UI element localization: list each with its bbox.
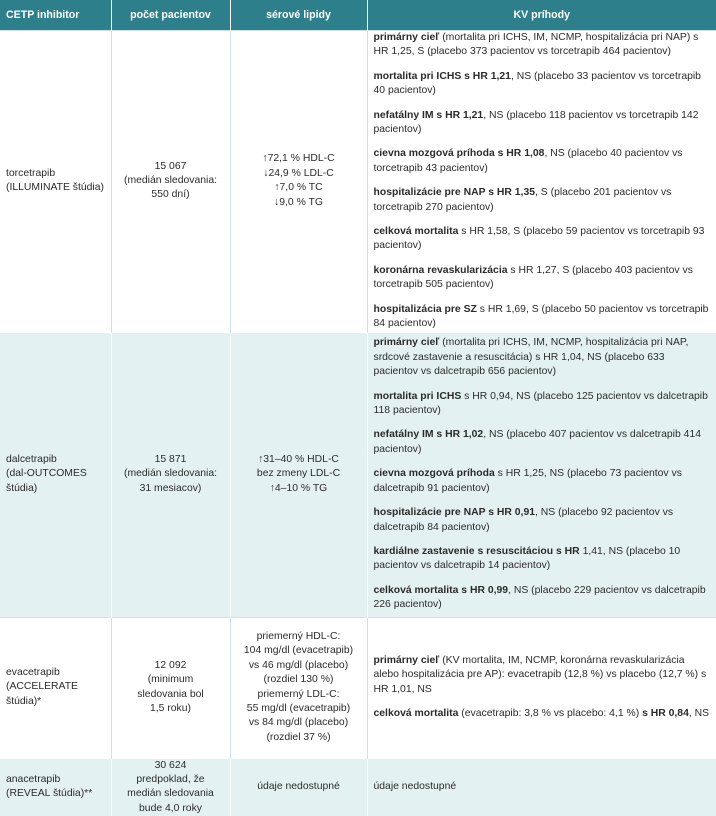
events-cell: [367, 758, 716, 816]
patients-cell: [111, 617, 230, 758]
lipids-line: ↑7,0 % TC: [274, 182, 323, 194]
patients-line: (minimum: [147, 674, 194, 686]
lipids-line: 55 mg/dl (evacetrapib): [246, 702, 351, 714]
table-row: [0, 758, 716, 816]
lipids-line: 104 mg/dl (evacetrapib): [243, 645, 354, 657]
lipids-line: priemerný LDL-C:: [257, 688, 340, 700]
lipids-line: bez zmeny LDL-C: [256, 468, 341, 480]
drug-cell: [0, 617, 111, 758]
patients-line: 15 871: [154, 453, 187, 465]
drug-cell: [0, 31, 111, 333]
patients-cell: [111, 31, 230, 333]
lipids-cell: [230, 758, 367, 816]
event-item: nefatálny IM s HR 1,02, NS (placebo 407 pacientov vs dalcetrapib 414 pacientov): [373, 429, 701, 455]
lipids-line: vs 46 mg/dl (placebo): [248, 659, 349, 671]
lipids-line: priemerný HDL-C:: [256, 630, 341, 642]
lipids-cell: [230, 332, 367, 617]
event-item: údaje nedostupné: [373, 781, 457, 793]
event-item: koronárna revaskularizácia s HR 1,27, S (placebo 403 pacientov vs torcetrapib 505 pacientov): [373, 264, 693, 291]
patients-line: predpoklad, že: [136, 773, 205, 785]
events-cell: [367, 31, 716, 333]
event-item: cievna mozgová príhoda s HR 1,08, NS (placebo 40 pacientov vs torcetrapib 43 pacientov): [373, 148, 683, 174]
drug-study: štúdia): [6, 482, 38, 494]
drug-study: (dal-OUTCOMES: [6, 468, 87, 480]
event-item: hospitalizácia pre SZ s HR 1,69, S (placebo 50 pacientov vs torcetrapib 84 pacientov): [373, 303, 709, 330]
table-row: [0, 332, 716, 617]
events-cell: [367, 332, 716, 617]
lipids-line: (rozdiel 130 %): [263, 674, 334, 686]
patients-line: 550 dní): [151, 189, 190, 201]
lipids-line: ↓24,9 % LDL-C: [263, 167, 334, 179]
patients-cell: [111, 332, 230, 617]
events-cell: [367, 617, 716, 758]
lipids-line: ↓9,0 % TG: [274, 196, 323, 208]
lipids-cell: [230, 617, 367, 758]
lipids-line: (rozdiel 37 %): [266, 731, 331, 743]
drug-study: (ACCELERATE: [6, 681, 78, 693]
event-item: mortalita pri ICHS s HR 0,94, NS (placebo 125 pacientov vs dalcetrapib 118 pacientov): [373, 390, 708, 417]
table-row: [0, 31, 716, 333]
patients-line: medián sledovania: [127, 788, 214, 800]
event-item: cievna mozgová príhoda s HR 1,25, NS (placebo 73 pacientov vs dalcetrapib 91 pacientov): [373, 468, 682, 494]
lipids-line: ↑72,1 % HDL-C: [262, 153, 335, 165]
patients-line: 15 067: [154, 160, 187, 172]
table-row: [0, 617, 716, 758]
patients-line: (medián sledovania:: [124, 468, 217, 480]
event-item: primárny cieľ (mortalita pri ICHS, IM, NCMP, hospitalizácia pri NAP, srdcové zastavenie a resuscitácia) s HR 1,04, NS (placebo 633 pacientov vs dalcetrapib 656 pacientov): [373, 337, 689, 378]
event-item: hospitalizácie pre NAP s HR 1,35, S (placebo 201 pacientov vs torcetrapib 270 pacientov): [373, 187, 672, 213]
drug-name: dalcetrapib: [6, 453, 57, 465]
drug-study: (REVEAL štúdia)**: [6, 788, 93, 800]
lipids-cell: [230, 31, 367, 333]
event-item: kardiálne zastavenie s resuscitáciou s HR 1,41, NS (placebo 10 pacientov vs dalcetrapib 14 pacientov): [373, 545, 681, 572]
drug-cell: [0, 758, 111, 816]
event-item: celková mortalita s HR 1,58, S (placebo 59 pacientov vs torcetrapib 93 pacientov): [373, 226, 705, 252]
patients-line: bude 4,0 roky: [139, 802, 202, 814]
lipids-line: ↑4–10 % TG: [269, 482, 328, 494]
header-cv-events: KV príhody: [367, 0, 716, 31]
lipids-line: ↑31–40 % HDL-C: [258, 453, 339, 465]
patients-line: sledovania bol: [137, 688, 204, 700]
drug-name: anacetrapib: [6, 773, 61, 785]
patients-line: 12 092: [154, 659, 187, 671]
patients-line: 30 624: [154, 759, 187, 771]
drug-name: evacetrapib: [6, 666, 60, 678]
patients-line: 1,5 roku): [149, 702, 191, 714]
event-item: celková mortalita s HR 0,99, NS (placebo 229 pacientov vs dalcetrapib 226 pacientov): [373, 584, 706, 611]
drug-study: štúdia)*: [6, 695, 42, 707]
header-patient-count: počet pacientov: [111, 0, 230, 31]
event-item: mortalita pri ICHS s HR 1,21, NS (placebo 33 pacientov vs torcetrapib 40 pacientov): [373, 70, 701, 97]
event-item: primárny cieľ (mortalita pri ICHS, IM, NCMP, hospitalizácia pri NAP) s HR 1,25, S (placebo 373 pacientov vs torcetrapib 464 pacientov): [373, 32, 699, 58]
drug-name: torcetrapib: [6, 167, 56, 179]
event-item: celková mortalita (evacetrapib: 3,8 % vs placebo: 4,1 %) s HR 0,84, NS: [373, 707, 710, 719]
header-cetp-inhibitor: CETP inhibitor: [0, 0, 111, 31]
event-item: nefatálny IM s HR 1,21, NS (placebo 118 pacientov vs torcetrapib 142 pacientov): [373, 109, 699, 136]
patients-line: (medián sledovania:: [124, 175, 217, 187]
lipids-line: údaje nedostupné: [257, 781, 340, 793]
header-row: [0, 0, 716, 31]
event-item: primárny cieľ (KV mortalita, IM, NCMP, koronárna revaskularizácia alebo hospitalizácia pre AP): evacetrapib (12,8 %) vs placebo (12,7 %) s HR 1,01, NS: [373, 654, 707, 695]
lipids-line: vs 84 mg/dl (placebo): [248, 717, 349, 729]
drug-cell: [0, 332, 111, 617]
header-serum-lipids: sérové lipidy: [230, 0, 367, 31]
event-item: hospitalizácie pre NAP s HR 0,91, NS (placebo 92 pacientov vs dalcetrapib 84 pacientov): [373, 507, 674, 533]
drug-study: (ILLUMINATE štúdia): [6, 182, 104, 194]
patients-cell: [111, 758, 230, 816]
patients-line: 31 mesiacov): [139, 482, 202, 494]
